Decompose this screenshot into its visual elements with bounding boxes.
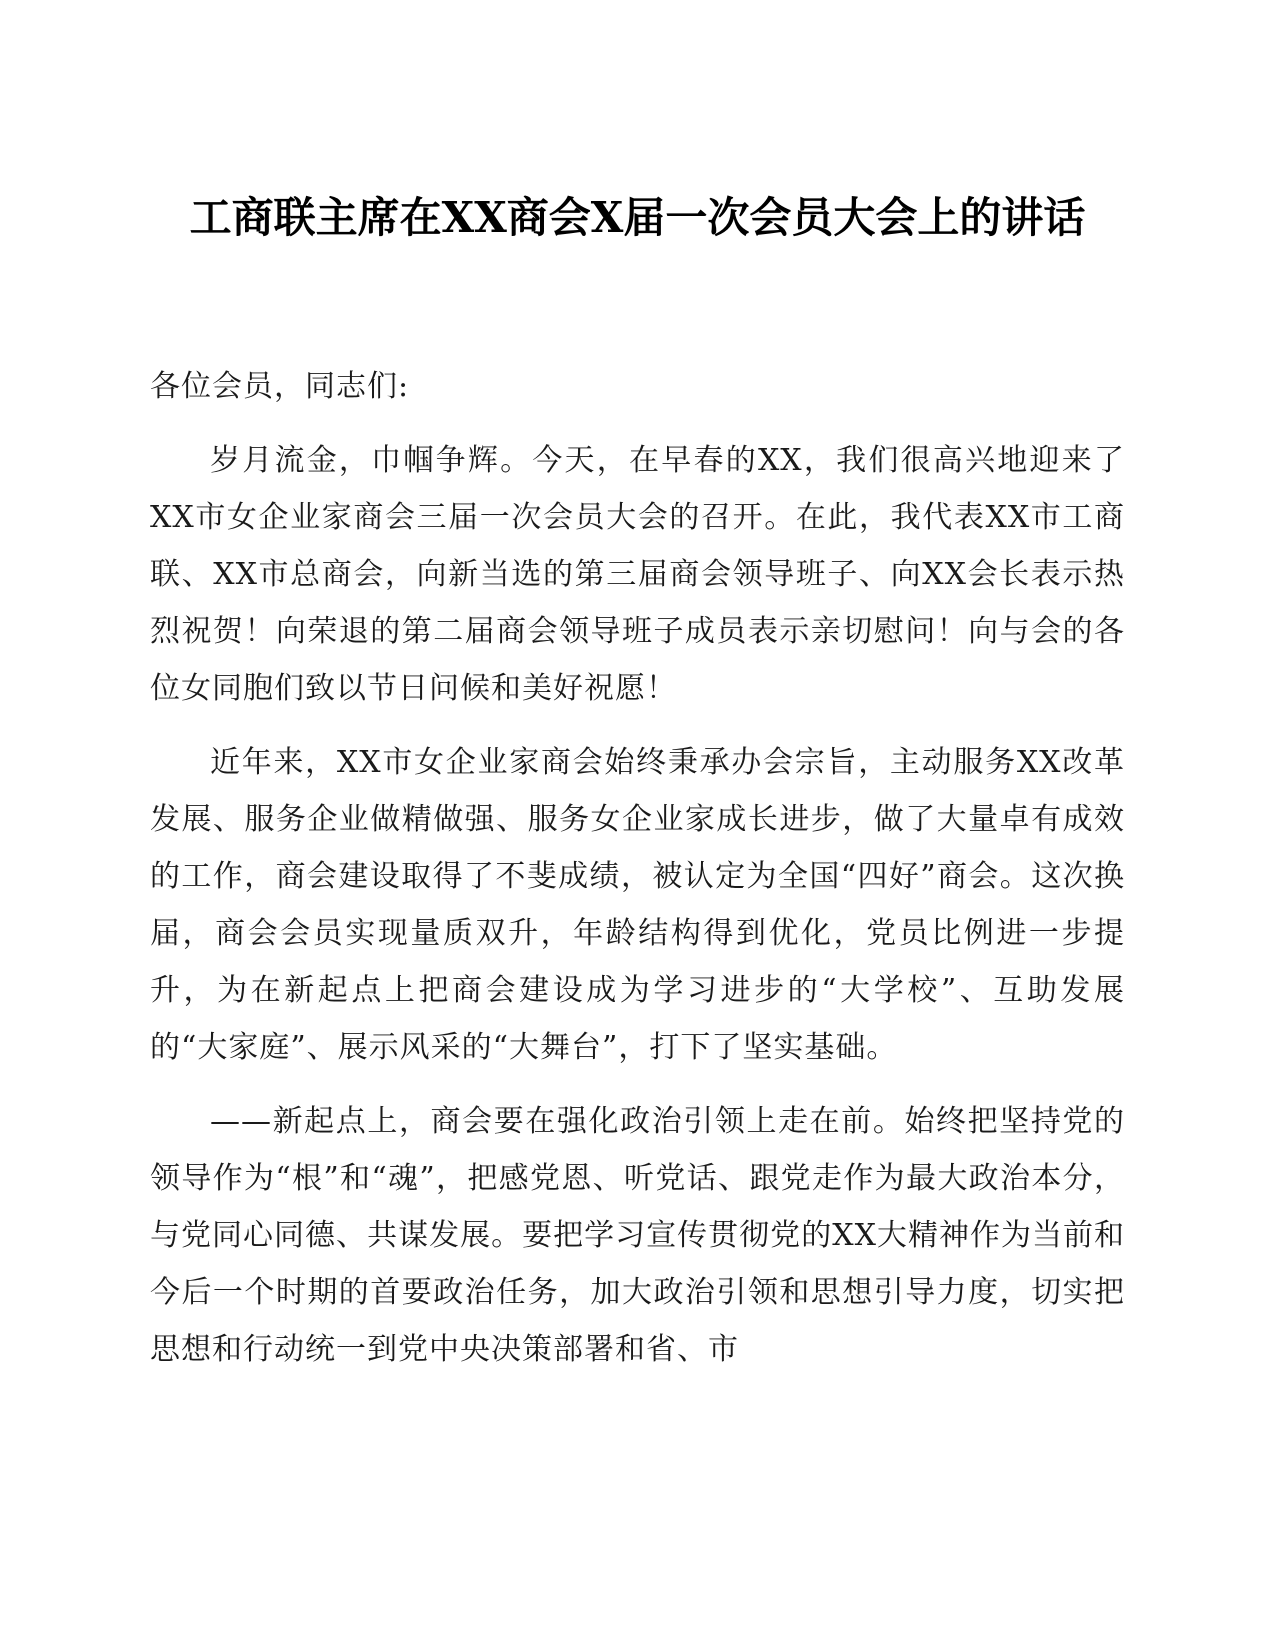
paragraph-2: 近年来，XX市女企业家商会始终秉承办会宗旨，主动服务XX改革发展、服务企业做精做强、服务女企业家成长进步，做了大量卓有成效的工作，商会建设取得了不斐成绩，被认定为全国“四好”商会。这次换届，商会会员实现量质双升，年龄结构得到优化，党员比例进一步提升，为在新起点上把商会建设成为学习进步的“大学校”、互助发展的“大家庭”、展示风采的“大舞台”，打下了坚实基础。 — [150, 745, 1125, 1065]
document-title: 工商联主席在XX商会X届一次会员大会上的讲话 — [189, 193, 1086, 242]
paragraph-1: 岁月流金，巾帼争辉。今天，在早春的XX，我们很高兴地迎来了XX市女企业家商会三届一次会员大会的召开。在此，我代表XX市工商联、XX市总商会，向新当选的第三届商会领导班子、向XX会长表示热烈祝贺！向荣退的第二届商会领导班子成员表示亲切慰问！向与会的各位女同胞们致以节日问候和美好祝愿！ — [150, 443, 1125, 706]
paragraph-3: ——新起点上，商会要在强化政治引领上走在前。始终把坚持党的领导作为“根”和“魂”，把感党恩、听党话、跟党走作为最大政治本分，与党同心同德、共谋发展。要把学习宣传贯彻党的XX大精神作为当前和今后一个时期的首要政治任务，加大政治引领和思想引导力度，切实把思想和行动统一到党中央决策部署和省、市 — [150, 1104, 1125, 1367]
document-body — [150, 358, 1125, 1395]
salutation: 各位会员，同志们: — [150, 369, 410, 404]
